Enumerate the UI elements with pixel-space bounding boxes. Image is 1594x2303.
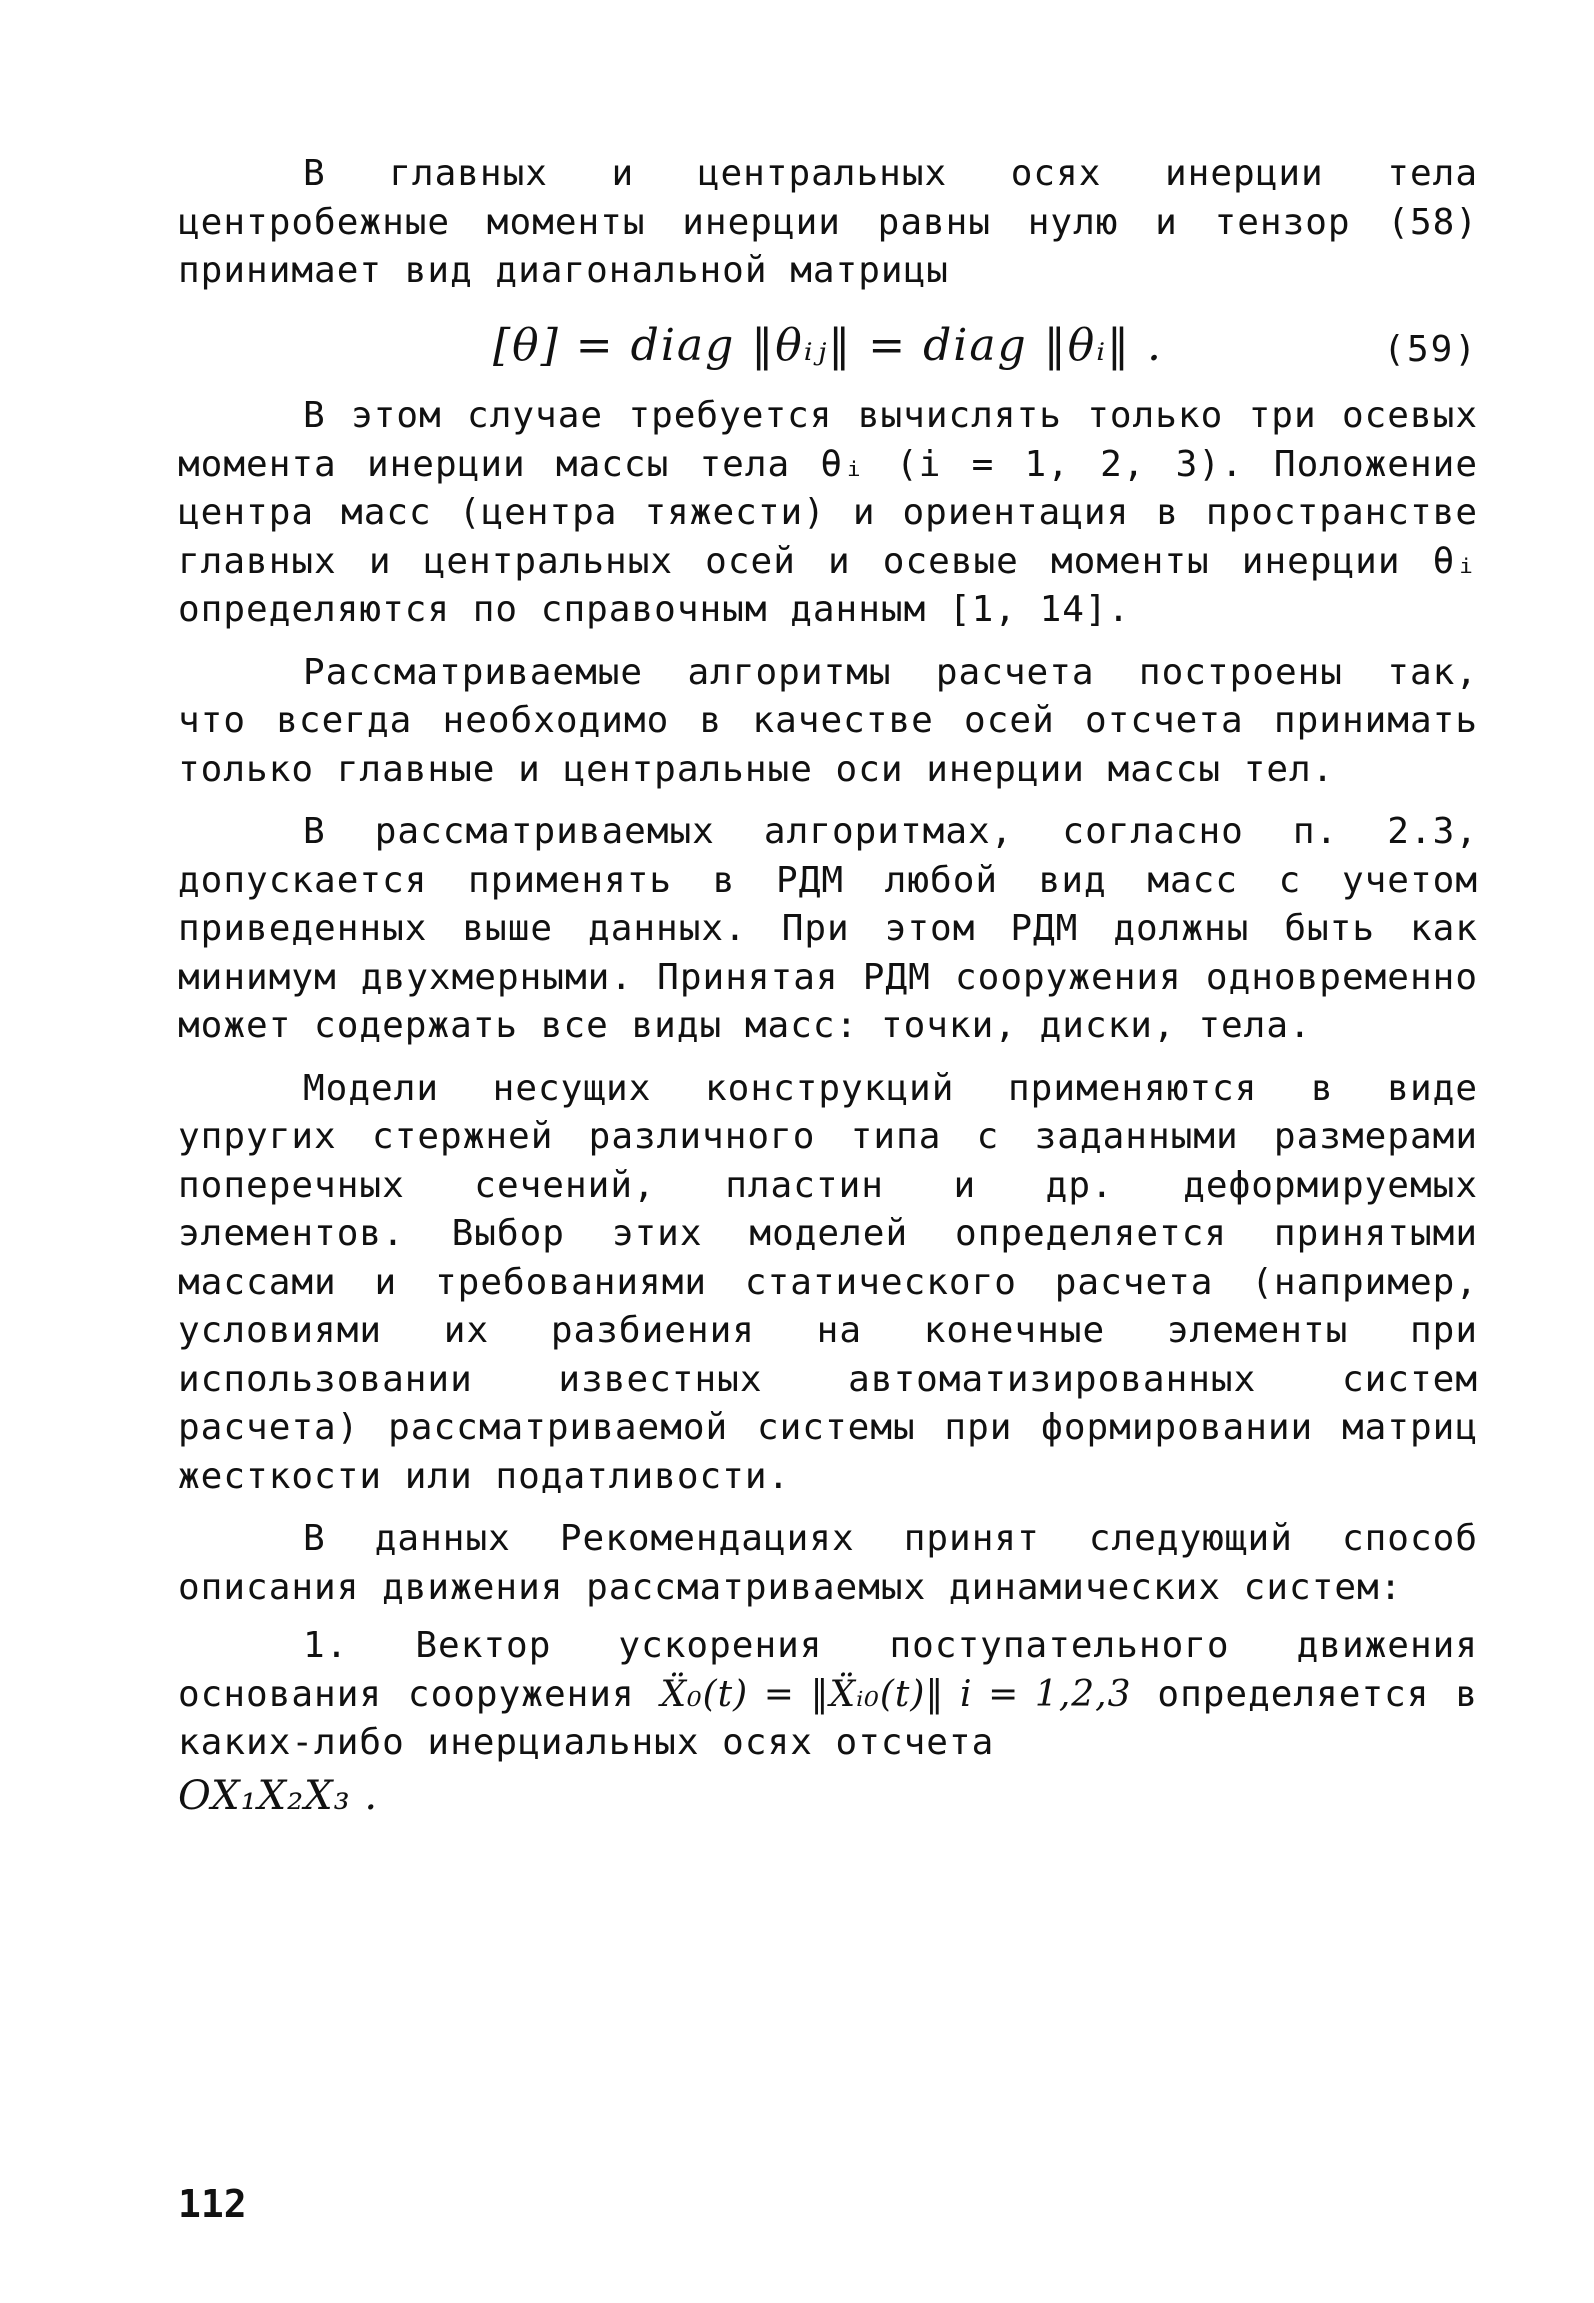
paragraph-1: В главных и центральных осях инерции тела центробежные моменты инерции равны нулю и тензор (58) принимает вид диагональной матрицы xyxy=(178,153,1478,291)
formula-59 xyxy=(178,319,1478,371)
paragraph-2: В этом случае требуется вычислять только три осевых момента инерции массы тела θᵢ (i = 1, 2, 3). Положение центра масс (центра тяжести) и ориентация в пространстве главных и центральных осей и осевые моменты инерции θᵢ определяются по справочным данным [1, 14]. xyxy=(178,395,1478,630)
axes-notation: OX₁X₂X₃ . xyxy=(178,1772,379,1819)
formula-expression: [θ] = diag ‖θᵢⱼ‖ = diag ‖θᵢ‖ . xyxy=(492,319,1164,371)
body-text xyxy=(178,150,1478,1820)
item-1-text-start: 1. Вектор ускорения поступательного движения основания сооружения xyxy=(178,1625,1478,1715)
paragraph-4: В рассматриваемых алгоритмах, согласно п. 2.3, допускается применять в РДМ любой вид масс с учетом приведенных выше данных. При этом РДМ должны быть как минимум двухмерными. Принятая РДМ сооружения одновременно может содержать все виды масс: точки, диски, тела. xyxy=(178,811,1478,1046)
equation-number: (59) xyxy=(1383,328,1478,370)
paragraph-5: Модели несущих конструкций применяются в виде упругих стержней различного типа с заданными размерами поперечных сечений, пластин и др. деформируемых элементов. Выбор этих моделей определяется принятыми массами и требованиями статического расчета (например, условиями их разбиения на конечные элементы при использовании известных автоматизированных систем расчета) рассматриваемой системы при формировании матриц жесткости или податливости. xyxy=(178,1067,1478,1497)
paragraph-6: В данных Рекомендациях принят следующий способ описания движения рассматриваемых динамических систем: xyxy=(178,1518,1478,1608)
page-number: 112 xyxy=(178,2182,247,2226)
paragraph-3: Рассматриваемые алгоритмы расчета построены так, что всегда необходимо в качестве осей отсчета принимать только главные и центральные оси инерции массы тел. xyxy=(178,651,1478,790)
list-item-1 xyxy=(178,1622,1478,1768)
item-1-text-end: определяется в каких-либо инерциальных осях отсчета xyxy=(178,1673,1478,1763)
acceleration-formula: Ẍ₀(t) = ‖Ẍᵢ₀(t)‖ i = 1,2,3 xyxy=(660,1673,1132,1715)
